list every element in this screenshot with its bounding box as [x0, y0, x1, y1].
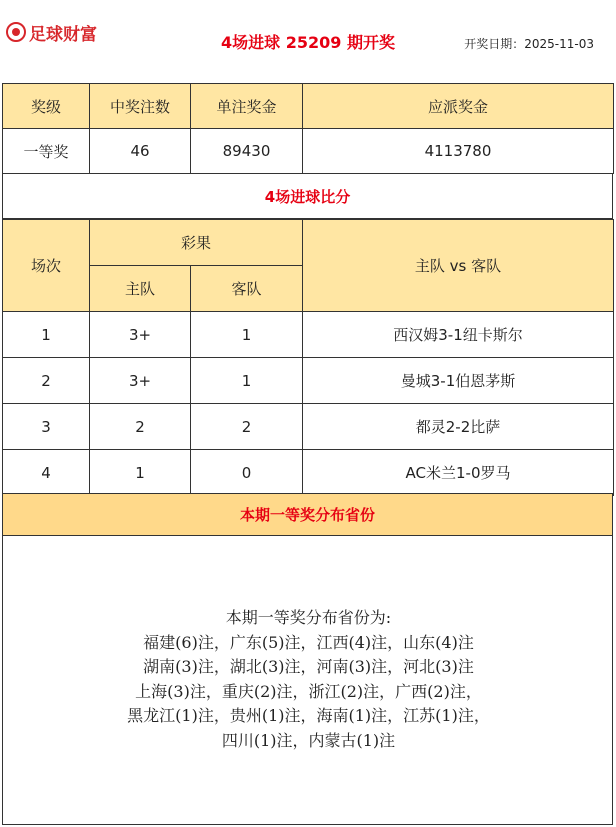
- match-number: 1: [3, 312, 90, 358]
- winner-count: 46: [90, 129, 191, 174]
- home-goals: 1: [90, 450, 191, 496]
- header-cell-winners: 中奖注数: [90, 84, 191, 129]
- header-cell-teams: 主队 vs 客队: [303, 220, 614, 312]
- distribution-line: 上海(3)注，重庆(2)注，浙江(2)注，广西(2)注，: [135, 681, 482, 701]
- table-row: [3, 404, 614, 450]
- distribution-line: 四川(1)注，内蒙古(1)注: [221, 730, 396, 750]
- logo-text: 足球财富: [29, 24, 97, 45]
- away-goals: 2: [191, 404, 303, 450]
- home-goals: 3+: [90, 312, 191, 358]
- match-teams: 都灵2-2比萨: [303, 404, 614, 450]
- table-row: [3, 129, 614, 174]
- header-cell-total-prize: 应派奖金: [303, 84, 614, 129]
- match-number: 4: [3, 450, 90, 496]
- total-prize: 4113780: [303, 129, 614, 174]
- header-cell-match: 场次: [3, 220, 90, 312]
- distribution-line: 湖南(3)注，湖北(3)注，河南(3)注，河北(3)注: [143, 657, 474, 676]
- table-row: [3, 312, 614, 358]
- away-goals: 1: [191, 312, 303, 358]
- header-cell-unit-prize: 单注奖金: [191, 84, 303, 129]
- match-number: 2: [3, 358, 90, 404]
- distribution-section-title: 本期一等奖分布省份: [2, 493, 613, 536]
- page-title: 4场进球 25209 期开奖: [221, 33, 395, 52]
- home-goals: 2: [90, 404, 191, 450]
- table-row: [3, 450, 614, 496]
- match-number: 3: [3, 404, 90, 450]
- header-cell-away: 客队: [191, 266, 303, 312]
- away-goals: 1: [191, 358, 303, 404]
- distribution-line: 福建(6)注，广东(5)注，江西(4)注，山东(4)注: [143, 632, 474, 652]
- match-teams: AC米兰1-0罗马: [303, 450, 614, 496]
- score-table-header: [3, 220, 614, 266]
- table-row: [3, 358, 614, 404]
- distribution-line: 本期一等奖分布省份为:: [225, 608, 392, 627]
- header-cell-home: 主队: [90, 266, 191, 312]
- prize-level: 一等奖: [3, 129, 90, 174]
- match-teams: 西汉姆3-1纽卡斯尔: [303, 312, 614, 358]
- prize-table-header: [3, 84, 614, 129]
- header: [0, 0, 616, 84]
- prize-table: [2, 83, 614, 174]
- score-table: [2, 219, 614, 496]
- distribution-text: [3, 606, 614, 753]
- home-goals: 3+: [90, 358, 191, 404]
- distribution-line: 黑龙江(1)注，贵州(1)注，海南(1)注，江苏(1)注，: [127, 706, 490, 725]
- draw-date: 开奖日期：2025-11-03: [464, 37, 594, 51]
- header-cell-level: 奖级: [3, 84, 90, 129]
- score-section-title: 4场进球比分: [2, 173, 613, 219]
- header-cell-result: 彩果: [90, 220, 303, 266]
- match-teams: 曼城3-1伯恩茅斯: [303, 358, 614, 404]
- unit-prize: 89430: [191, 129, 303, 174]
- away-goals: 0: [191, 450, 303, 496]
- distribution-body: [2, 536, 613, 825]
